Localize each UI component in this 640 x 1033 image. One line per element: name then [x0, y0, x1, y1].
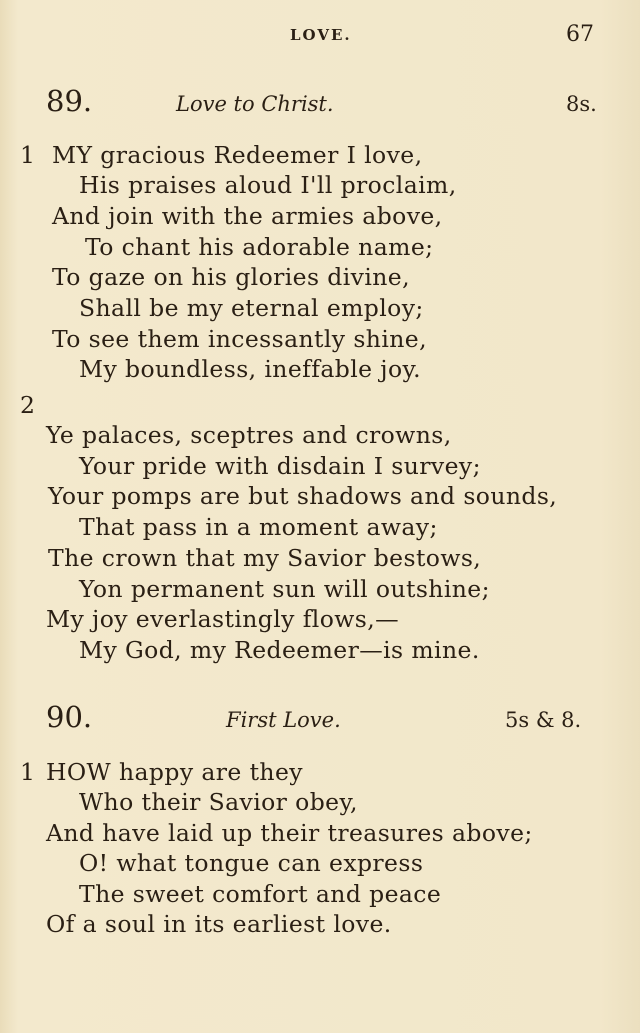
verse-line: To gaze on his glories divine,	[52, 263, 410, 291]
hymn-meter: 5s & 8.	[505, 708, 582, 732]
verse-line: HOW happy are they	[46, 758, 303, 786]
running-title: LOVE.	[290, 26, 352, 44]
verse-line: Yon permanent sun will outshine;	[79, 575, 490, 603]
hymn-number: 89.	[46, 84, 93, 118]
verse-line: And join with the armies above,	[52, 202, 443, 230]
running-head	[0, 22, 640, 52]
hymn-header	[0, 700, 640, 740]
verse-line: And have laid up their treasures above;	[46, 819, 533, 847]
hymn-number: 90.	[46, 700, 93, 734]
verse-line: Of a soul in its earliest love.	[46, 910, 392, 938]
verse-line: O! what tongue can express	[79, 849, 424, 877]
verse-number: 1	[20, 141, 35, 169]
hymn-title: First Love.	[226, 708, 341, 732]
hymn-header	[0, 84, 640, 124]
verse-line: To see them incessantly shine,	[52, 325, 427, 353]
hymn-meter: 8s.	[566, 92, 597, 116]
page-number: 67	[566, 22, 594, 47]
verse-number: 1	[20, 758, 35, 786]
verse-line: Your pride with disdain I survey;	[79, 452, 481, 480]
verse-line: That pass in a moment away;	[79, 513, 438, 541]
verse-line: Ye palaces, sceptres and crowns,	[46, 421, 452, 449]
verse-line: To chant his adorable name;	[85, 233, 434, 261]
verse-line: Your pomps are but shadows and sounds,	[48, 482, 558, 510]
verse-line: The sweet comfort and peace	[79, 880, 442, 908]
verse-line: His praises aloud I'll proclaim,	[79, 171, 457, 199]
verse-line: Shall be my eternal employ;	[79, 294, 424, 322]
verse-line: My God, my Redeemer—is mine.	[79, 636, 480, 664]
verse-line: My joy everlastingly flows,—	[46, 605, 400, 633]
hymn-title: Love to Christ.	[176, 92, 334, 116]
verse-line: My boundless, ineffable joy.	[79, 355, 421, 383]
verse-line: MY gracious Redeemer I love,	[52, 141, 423, 169]
verse-line: The crown that my Savior bestows,	[48, 544, 482, 572]
verse-number: 2	[20, 391, 35, 419]
verse-line: Who their Savior obey,	[79, 788, 358, 816]
